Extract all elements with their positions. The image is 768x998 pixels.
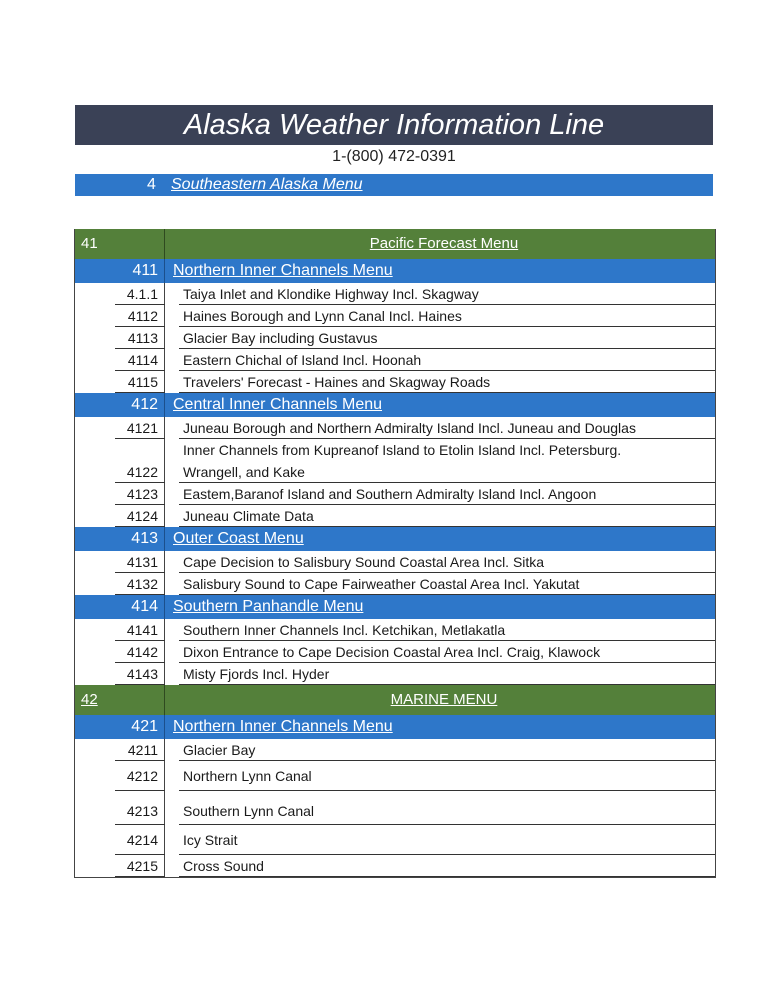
section-number-text: 42: [81, 691, 98, 708]
section-number: [75, 685, 165, 715]
item-label: Haines Borough and Lynn Canal Incl. Haines: [179, 305, 715, 327]
menu-table: [74, 229, 716, 878]
group-number: 412: [75, 393, 165, 417]
item-label: [179, 439, 715, 483]
item-label: Cape Decision to Salisbury Sound Coastal Area Incl. Sitka: [179, 551, 715, 573]
list-item[interactable]: [75, 371, 715, 393]
group-number: 414: [75, 595, 165, 619]
item-number: 4215: [75, 855, 165, 877]
menu-number: 4: [147, 176, 156, 193]
item-label: Salisbury Sound to Cape Fairweather Coastal Area Incl. Yakutat: [179, 573, 715, 595]
item-number: 4214: [75, 825, 165, 855]
group-number: 421: [75, 715, 165, 739]
list-item[interactable]: [75, 641, 715, 663]
item-label: Southern Lynn Canal: [179, 791, 715, 825]
item-number: 4.1.1: [75, 283, 165, 305]
list-item[interactable]: [75, 739, 715, 761]
menu-link[interactable]: Southeastern Alaska Menu: [171, 176, 363, 193]
list-item[interactable]: [75, 855, 715, 877]
item-label: Dixon Entrance to Cape Decision Coastal Area Incl. Craig, Klawock: [179, 641, 715, 663]
list-item[interactable]: [75, 761, 715, 791]
list-item[interactable]: [75, 305, 715, 327]
item-number: 4124: [75, 505, 165, 527]
item-label: Glacier Bay: [179, 739, 715, 761]
group-row[interactable]: [75, 715, 715, 739]
group-title[interactable]: Southern Panhandle Menu: [173, 598, 364, 615]
item-number: 4131: [75, 551, 165, 573]
item-label: Eastern Chichal of Island Incl. Hoonah: [179, 349, 715, 371]
item-number: 4123: [75, 483, 165, 505]
item-label: Icy Strait: [179, 825, 715, 855]
group-title[interactable]: Central Inner Channels Menu: [173, 396, 383, 413]
item-number: 4142: [75, 641, 165, 663]
group-row[interactable]: [75, 393, 715, 417]
item-label: Glacier Bay including Gustavus: [179, 327, 715, 349]
group-row[interactable]: [75, 527, 715, 551]
menu-header: [75, 174, 713, 196]
section-row[interactable]: [75, 685, 715, 715]
phone-number: 1-(800) 472-0391: [332, 148, 456, 165]
list-item[interactable]: [75, 283, 715, 305]
item-label: Taiya Inlet and Klondike Highway Incl. Skagway: [179, 283, 715, 305]
item-number: 4213: [75, 791, 165, 825]
list-item[interactable]: [75, 505, 715, 527]
item-number: 4114: [75, 349, 165, 371]
section-title[interactable]: Pacific Forecast Menu: [369, 235, 519, 252]
list-item[interactable]: [75, 327, 715, 349]
group-row[interactable]: [75, 595, 715, 619]
item-number: 4112: [75, 305, 165, 327]
item-number: 4211: [75, 739, 165, 761]
section-row[interactable]: [75, 229, 715, 259]
list-item[interactable]: [75, 349, 715, 371]
list-item[interactable]: [75, 573, 715, 595]
item-label: Juneau Borough and Northern Admiralty Island Incl. Juneau and Douglas: [179, 417, 715, 439]
group-row[interactable]: [75, 259, 715, 283]
section-number: [75, 229, 165, 259]
list-item[interactable]: [75, 825, 715, 855]
item-label: Travelers' Forecast - Haines and Skagway Roads: [179, 371, 715, 393]
item-label: Juneau Climate Data: [179, 505, 715, 527]
group-title[interactable]: Outer Coast Menu: [173, 530, 304, 547]
item-label-line2: Wrangell, and Kake: [183, 464, 305, 480]
item-number: 4121: [75, 417, 165, 439]
item-label: Northern Lynn Canal: [179, 761, 715, 791]
group-title[interactable]: Northern Inner Channels Menu: [173, 262, 393, 279]
list-item[interactable]: [75, 619, 715, 641]
list-item[interactable]: [75, 791, 715, 825]
item-number: 4212: [75, 761, 165, 791]
section-number-text: 41: [81, 235, 98, 252]
item-number: 4122: [75, 439, 165, 483]
item-label-line1: Inner Channels from Kupreanof Island to Etolin Island Incl. Petersburg.: [183, 442, 622, 458]
item-label: Eastem,Baranof Island and Southern Admiralty Island Incl. Angoon: [179, 483, 715, 505]
item-number: 4115: [75, 371, 165, 393]
item-number: 4132: [75, 573, 165, 595]
page-title: Alaska Weather Information Line: [75, 105, 713, 145]
item-number: 4141: [75, 619, 165, 641]
list-item[interactable]: [75, 551, 715, 573]
group-title[interactable]: Northern Inner Channels Menu: [173, 718, 393, 735]
list-item[interactable]: [75, 483, 715, 505]
section-title[interactable]: MARINE MENU: [390, 691, 498, 708]
group-number: 411: [75, 259, 165, 283]
item-label: Cross Sound: [179, 855, 715, 877]
group-number: 413: [75, 527, 165, 551]
item-number: 4143: [75, 663, 165, 685]
item-label: Southern Inner Channels Incl. Ketchikan, Metlakatla: [179, 619, 715, 641]
list-item[interactable]: [75, 439, 715, 483]
item-label: Misty Fjords Incl. Hyder: [179, 663, 715, 685]
item-number: 4113: [75, 327, 165, 349]
list-item[interactable]: [75, 417, 715, 439]
list-item[interactable]: [75, 663, 715, 685]
